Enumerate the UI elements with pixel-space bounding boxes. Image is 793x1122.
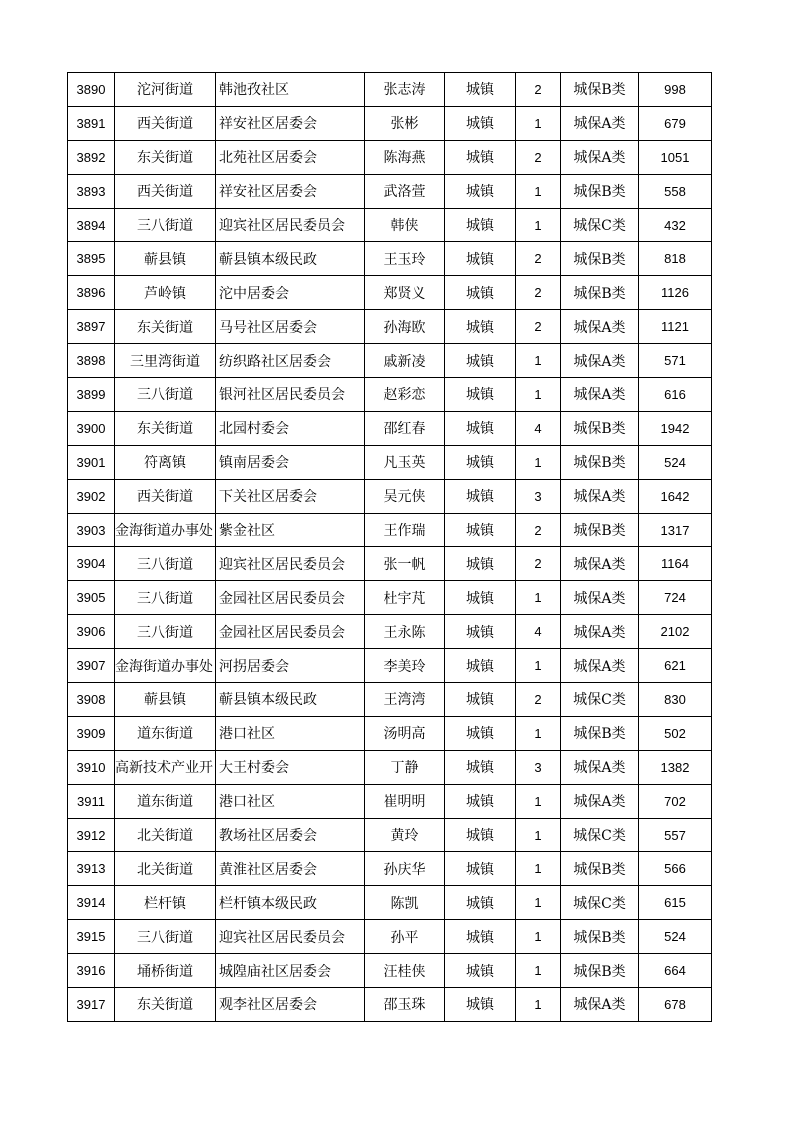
insurance-category-cell: 城保B类	[561, 716, 639, 750]
amount-cell: 664	[639, 954, 712, 988]
amount-cell: 566	[639, 852, 712, 886]
amount-cell: 616	[639, 378, 712, 412]
area-type-cell: 城镇	[445, 73, 516, 107]
insurance-category-cell: 城保A类	[561, 344, 639, 378]
community-cell: 北苑社区居委会	[216, 140, 365, 174]
amount-cell: 524	[639, 920, 712, 954]
table-row	[68, 73, 712, 107]
table-row	[68, 683, 712, 717]
street-office-cell: 金海街道办事处	[115, 649, 216, 683]
street-office-cell: 道东街道	[115, 784, 216, 818]
area-type-cell: 城镇	[445, 988, 516, 1022]
table-row	[68, 276, 712, 310]
person-name-cell: 张志涛	[365, 73, 445, 107]
insurance-category-cell: 城保B类	[561, 445, 639, 479]
area-type-cell: 城镇	[445, 242, 516, 276]
row-number-cell: 3898	[68, 344, 115, 378]
household-count-cell: 1	[516, 208, 561, 242]
amount-cell: 524	[639, 445, 712, 479]
row-number-cell: 3899	[68, 378, 115, 412]
row-number-cell: 3892	[68, 140, 115, 174]
amount-cell: 678	[639, 988, 712, 1022]
household-count-cell: 1	[516, 716, 561, 750]
street-office-cell: 高新技术产业开	[115, 750, 216, 784]
person-name-cell: 凡玉英	[365, 445, 445, 479]
household-count-cell: 2	[516, 547, 561, 581]
community-cell: 教场社区居委会	[216, 818, 365, 852]
community-cell: 祥安社区居委会	[216, 174, 365, 208]
community-cell: 观李社区居委会	[216, 988, 365, 1022]
records-table-body	[68, 73, 712, 1022]
person-name-cell: 王作瑞	[365, 513, 445, 547]
area-type-cell: 城镇	[445, 310, 516, 344]
community-cell: 马号社区居委会	[216, 310, 365, 344]
street-office-cell: 金海街道办事处	[115, 513, 216, 547]
street-office-cell: 蕲县镇	[115, 242, 216, 276]
person-name-cell: 汪桂侠	[365, 954, 445, 988]
street-office-cell: 西关街道	[115, 479, 216, 513]
community-cell: 迎宾社区居民委员会	[216, 208, 365, 242]
street-office-cell: 北关街道	[115, 852, 216, 886]
amount-cell: 1382	[639, 750, 712, 784]
street-office-cell: 三八街道	[115, 581, 216, 615]
community-cell: 金园社区居民委员会	[216, 615, 365, 649]
person-name-cell: 孙庆华	[365, 852, 445, 886]
area-type-cell: 城镇	[445, 208, 516, 242]
community-cell: 蕲县镇本级民政	[216, 242, 365, 276]
community-cell: 大王村委会	[216, 750, 365, 784]
row-number-cell: 3912	[68, 818, 115, 852]
person-name-cell: 崔明明	[365, 784, 445, 818]
amount-cell: 615	[639, 886, 712, 920]
person-name-cell: 王永陈	[365, 615, 445, 649]
insurance-category-cell: 城保C类	[561, 818, 639, 852]
area-type-cell: 城镇	[445, 683, 516, 717]
area-type-cell: 城镇	[445, 581, 516, 615]
row-number-cell: 3891	[68, 106, 115, 140]
amount-cell: 818	[639, 242, 712, 276]
area-type-cell: 城镇	[445, 886, 516, 920]
table-row	[68, 310, 712, 344]
area-type-cell: 城镇	[445, 479, 516, 513]
row-number-cell: 3905	[68, 581, 115, 615]
insurance-category-cell: 城保B类	[561, 276, 639, 310]
insurance-category-cell: 城保A类	[561, 547, 639, 581]
table-row	[68, 411, 712, 445]
household-count-cell: 1	[516, 784, 561, 818]
area-type-cell: 城镇	[445, 716, 516, 750]
household-count-cell: 2	[516, 683, 561, 717]
data-sheet	[67, 72, 712, 1022]
household-count-cell: 3	[516, 750, 561, 784]
amount-cell: 1164	[639, 547, 712, 581]
amount-cell: 998	[639, 73, 712, 107]
table-row	[68, 140, 712, 174]
street-office-cell: 三八街道	[115, 208, 216, 242]
table-row	[68, 378, 712, 412]
area-type-cell: 城镇	[445, 106, 516, 140]
amount-cell: 702	[639, 784, 712, 818]
amount-cell: 1317	[639, 513, 712, 547]
household-count-cell: 2	[516, 242, 561, 276]
community-cell: 银河社区居民委员会	[216, 378, 365, 412]
community-cell: 紫金社区	[216, 513, 365, 547]
row-number-cell: 3894	[68, 208, 115, 242]
insurance-category-cell: 城保A类	[561, 581, 639, 615]
insurance-category-cell: 城保A类	[561, 750, 639, 784]
household-count-cell: 4	[516, 615, 561, 649]
amount-cell: 1051	[639, 140, 712, 174]
household-count-cell: 1	[516, 954, 561, 988]
table-row	[68, 920, 712, 954]
table-row	[68, 479, 712, 513]
table-row	[68, 954, 712, 988]
insurance-category-cell: 城保B类	[561, 852, 639, 886]
amount-cell: 724	[639, 581, 712, 615]
community-cell: 韩池孜社区	[216, 73, 365, 107]
street-office-cell: 三八街道	[115, 378, 216, 412]
records-table	[67, 72, 712, 1022]
street-office-cell: 三里湾街道	[115, 344, 216, 378]
row-number-cell: 3890	[68, 73, 115, 107]
insurance-category-cell: 城保C类	[561, 683, 639, 717]
community-cell: 港口社区	[216, 784, 365, 818]
row-number-cell: 3906	[68, 615, 115, 649]
person-name-cell: 郑贤义	[365, 276, 445, 310]
area-type-cell: 城镇	[445, 344, 516, 378]
amount-cell: 621	[639, 649, 712, 683]
insurance-category-cell: 城保B类	[561, 954, 639, 988]
street-office-cell: 蕲县镇	[115, 683, 216, 717]
household-count-cell: 1	[516, 988, 561, 1022]
community-cell: 纺织路社区居委会	[216, 344, 365, 378]
amount-cell: 1942	[639, 411, 712, 445]
street-office-cell: 三八街道	[115, 920, 216, 954]
amount-cell: 432	[639, 208, 712, 242]
insurance-category-cell: 城保C类	[561, 208, 639, 242]
amount-cell: 2102	[639, 615, 712, 649]
insurance-category-cell: 城保A类	[561, 784, 639, 818]
table-row	[68, 242, 712, 276]
person-name-cell: 孙平	[365, 920, 445, 954]
area-type-cell: 城镇	[445, 445, 516, 479]
table-row	[68, 615, 712, 649]
household-count-cell: 1	[516, 886, 561, 920]
street-office-cell: 东关街道	[115, 140, 216, 174]
household-count-cell: 1	[516, 106, 561, 140]
insurance-category-cell: 城保B类	[561, 73, 639, 107]
insurance-category-cell: 城保C类	[561, 886, 639, 920]
person-name-cell: 黄玲	[365, 818, 445, 852]
person-name-cell: 陈凯	[365, 886, 445, 920]
person-name-cell: 吴元侠	[365, 479, 445, 513]
person-name-cell: 韩侠	[365, 208, 445, 242]
table-row	[68, 106, 712, 140]
row-number-cell: 3914	[68, 886, 115, 920]
amount-cell: 558	[639, 174, 712, 208]
row-number-cell: 3913	[68, 852, 115, 886]
row-number-cell: 3893	[68, 174, 115, 208]
table-row	[68, 649, 712, 683]
row-number-cell: 3897	[68, 310, 115, 344]
community-cell: 栏杆镇本级民政	[216, 886, 365, 920]
person-name-cell: 戚新凌	[365, 344, 445, 378]
street-office-cell: 西关街道	[115, 174, 216, 208]
row-number-cell: 3916	[68, 954, 115, 988]
insurance-category-cell: 城保B类	[561, 920, 639, 954]
household-count-cell: 3	[516, 479, 561, 513]
household-count-cell: 1	[516, 445, 561, 479]
street-office-cell: 三八街道	[115, 615, 216, 649]
street-office-cell: 三八街道	[115, 547, 216, 581]
person-name-cell: 孙海欧	[365, 310, 445, 344]
row-number-cell: 3901	[68, 445, 115, 479]
table-row	[68, 750, 712, 784]
area-type-cell: 城镇	[445, 547, 516, 581]
street-office-cell: 沱河街道	[115, 73, 216, 107]
insurance-category-cell: 城保A类	[561, 649, 639, 683]
amount-cell: 679	[639, 106, 712, 140]
row-number-cell: 3895	[68, 242, 115, 276]
table-row	[68, 784, 712, 818]
table-row	[68, 988, 712, 1022]
insurance-category-cell: 城保B类	[561, 174, 639, 208]
area-type-cell: 城镇	[445, 818, 516, 852]
amount-cell: 1121	[639, 310, 712, 344]
household-count-cell: 2	[516, 276, 561, 310]
insurance-category-cell: 城保A类	[561, 615, 639, 649]
community-cell: 下关社区居委会	[216, 479, 365, 513]
insurance-category-cell: 城保A类	[561, 310, 639, 344]
area-type-cell: 城镇	[445, 615, 516, 649]
person-name-cell: 张一帆	[365, 547, 445, 581]
street-office-cell: 埇桥街道	[115, 954, 216, 988]
community-cell: 迎宾社区居民委员会	[216, 920, 365, 954]
community-cell: 金园社区居民委员会	[216, 581, 365, 615]
household-count-cell: 1	[516, 344, 561, 378]
table-row	[68, 445, 712, 479]
table-row	[68, 818, 712, 852]
community-cell: 黄淮社区居委会	[216, 852, 365, 886]
street-office-cell: 符离镇	[115, 445, 216, 479]
amount-cell: 502	[639, 716, 712, 750]
person-name-cell: 陈海燕	[365, 140, 445, 174]
person-name-cell: 汤明高	[365, 716, 445, 750]
table-row	[68, 886, 712, 920]
insurance-category-cell: 城保A类	[561, 106, 639, 140]
area-type-cell: 城镇	[445, 954, 516, 988]
person-name-cell: 王玉玲	[365, 242, 445, 276]
insurance-category-cell: 城保A类	[561, 479, 639, 513]
community-cell: 城隍庙社区居委会	[216, 954, 365, 988]
table-row	[68, 174, 712, 208]
person-name-cell: 邵玉珠	[365, 988, 445, 1022]
insurance-category-cell: 城保A类	[561, 378, 639, 412]
area-type-cell: 城镇	[445, 649, 516, 683]
community-cell: 祥安社区居委会	[216, 106, 365, 140]
household-count-cell: 1	[516, 378, 561, 412]
row-number-cell: 3915	[68, 920, 115, 954]
row-number-cell: 3902	[68, 479, 115, 513]
area-type-cell: 城镇	[445, 852, 516, 886]
household-count-cell: 2	[516, 310, 561, 344]
row-number-cell: 3904	[68, 547, 115, 581]
row-number-cell: 3900	[68, 411, 115, 445]
row-number-cell: 3917	[68, 988, 115, 1022]
area-type-cell: 城镇	[445, 276, 516, 310]
street-office-cell: 栏杆镇	[115, 886, 216, 920]
amount-cell: 1126	[639, 276, 712, 310]
area-type-cell: 城镇	[445, 411, 516, 445]
household-count-cell: 2	[516, 73, 561, 107]
area-type-cell: 城镇	[445, 513, 516, 547]
household-count-cell: 1	[516, 174, 561, 208]
amount-cell: 830	[639, 683, 712, 717]
street-office-cell: 东关街道	[115, 310, 216, 344]
row-number-cell: 3907	[68, 649, 115, 683]
street-office-cell: 西关街道	[115, 106, 216, 140]
person-name-cell: 杜宇芃	[365, 581, 445, 615]
household-count-cell: 1	[516, 920, 561, 954]
community-cell: 港口社区	[216, 716, 365, 750]
person-name-cell: 张彬	[365, 106, 445, 140]
household-count-cell: 1	[516, 649, 561, 683]
community-cell: 沱中居委会	[216, 276, 365, 310]
table-row	[68, 852, 712, 886]
row-number-cell: 3903	[68, 513, 115, 547]
street-office-cell: 东关街道	[115, 411, 216, 445]
insurance-category-cell: 城保B类	[561, 513, 639, 547]
table-row	[68, 513, 712, 547]
insurance-category-cell: 城保A类	[561, 988, 639, 1022]
insurance-category-cell: 城保A类	[561, 140, 639, 174]
person-name-cell: 李美玲	[365, 649, 445, 683]
area-type-cell: 城镇	[445, 174, 516, 208]
community-cell: 河拐居委会	[216, 649, 365, 683]
street-office-cell: 东关街道	[115, 988, 216, 1022]
table-row	[68, 208, 712, 242]
household-count-cell: 4	[516, 411, 561, 445]
row-number-cell: 3908	[68, 683, 115, 717]
household-count-cell: 2	[516, 513, 561, 547]
amount-cell: 571	[639, 344, 712, 378]
row-number-cell: 3910	[68, 750, 115, 784]
street-office-cell: 芦岭镇	[115, 276, 216, 310]
community-cell: 蕲县镇本级民政	[216, 683, 365, 717]
area-type-cell: 城镇	[445, 920, 516, 954]
amount-cell: 1642	[639, 479, 712, 513]
area-type-cell: 城镇	[445, 140, 516, 174]
person-name-cell: 赵彩恋	[365, 378, 445, 412]
area-type-cell: 城镇	[445, 750, 516, 784]
table-row	[68, 344, 712, 378]
household-count-cell: 1	[516, 818, 561, 852]
household-count-cell: 2	[516, 140, 561, 174]
community-cell: 北园村委会	[216, 411, 365, 445]
household-count-cell: 1	[516, 581, 561, 615]
row-number-cell: 3909	[68, 716, 115, 750]
row-number-cell: 3911	[68, 784, 115, 818]
person-name-cell: 武洛萱	[365, 174, 445, 208]
person-name-cell: 邵红春	[365, 411, 445, 445]
table-row	[68, 547, 712, 581]
table-row	[68, 581, 712, 615]
street-office-cell: 北关街道	[115, 818, 216, 852]
person-name-cell: 丁静	[365, 750, 445, 784]
area-type-cell: 城镇	[445, 378, 516, 412]
community-cell: 迎宾社区居民委员会	[216, 547, 365, 581]
table-row	[68, 716, 712, 750]
amount-cell: 557	[639, 818, 712, 852]
person-name-cell: 王湾湾	[365, 683, 445, 717]
community-cell: 镇南居委会	[216, 445, 365, 479]
insurance-category-cell: 城保B类	[561, 242, 639, 276]
street-office-cell: 道东街道	[115, 716, 216, 750]
row-number-cell: 3896	[68, 276, 115, 310]
household-count-cell: 1	[516, 852, 561, 886]
insurance-category-cell: 城保B类	[561, 411, 639, 445]
area-type-cell: 城镇	[445, 784, 516, 818]
